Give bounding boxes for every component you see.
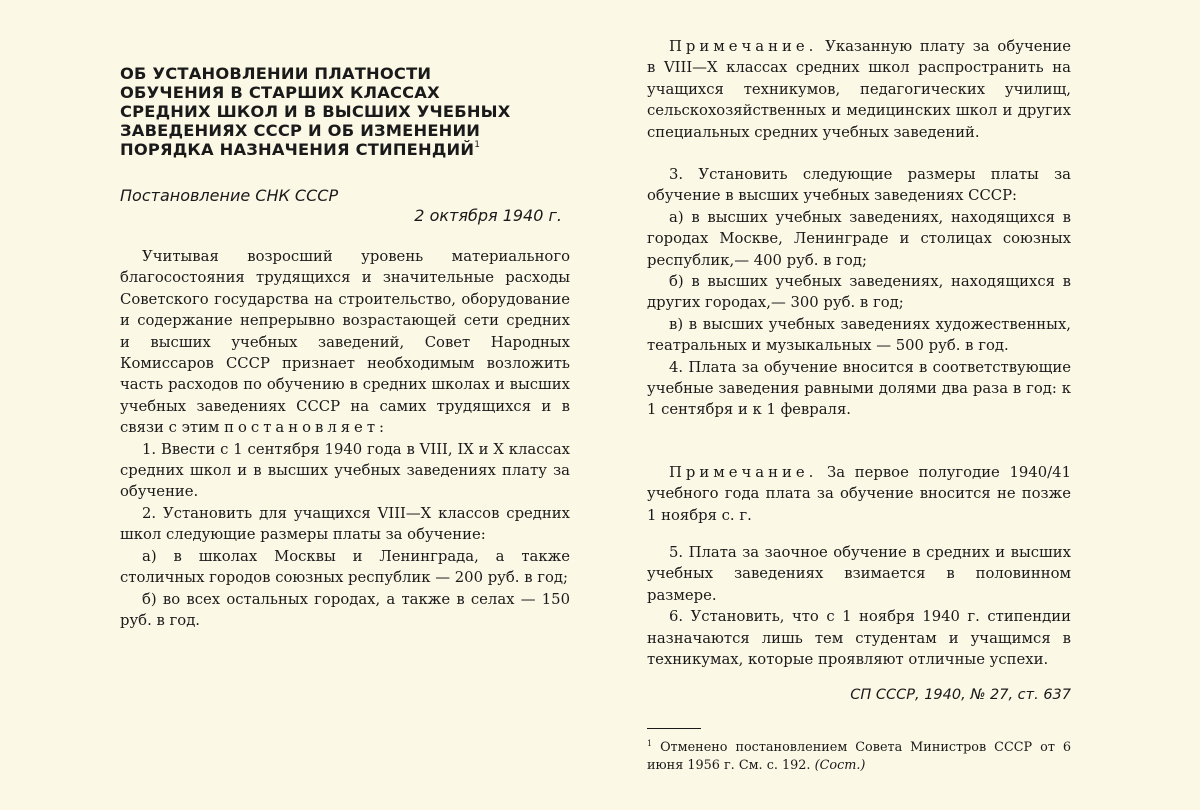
item-2: 2. Установить для учащихся VIII—X классов средних школ следующие размеры платы за обучение: — [120, 504, 570, 544]
title-line-4: ЗАВЕДЕНИЯХ СССР И ОБ ИЗМЕНЕНИИ — [120, 121, 481, 140]
item-2a: а) в школах Москвы и Ленинграда, а также столичных городов союзных республик — 200 руб. в год; — [120, 547, 570, 587]
footnote-divider — [647, 728, 701, 729]
item-1: 1. Ввести с 1 сентября 1940 года в VIII, IX и X классах средних школ и в высших учебных заведениях плату за обучение. — [120, 440, 570, 501]
note-1-text: Указанную плату за обучение в VIII—X классах средних школ распространить на учащихся техникумов, педагогических училищ, сельскохозяйственных и медицинских школ и других специальных средних учебных заведений. — [647, 38, 1071, 141]
footnote-compiler: (Сост.) — [814, 758, 866, 773]
source-citation: СП СССР, 1940, № 27, ст. 637 — [850, 687, 1071, 703]
footnote-text: Отменено постановлением Совета Министров СССР от 6 июня 1956 г. См. с. 192. — [647, 740, 1071, 773]
right-body-1 — [647, 164, 1071, 421]
preamble-text: Учитывая возросший уровень материального благосостояния трудящихся и значительные расходы Советского государства на строительство, оборудование и содержание непрерывно возрастающей сети средних и высших учебных заведений, Совет Народных Комиссаров СССР признает необходимым возложить часть расходов по обучению в средних школах и высших учебных заведениях СССР на самих трудящихся и в связи с этим — [120, 248, 570, 437]
item-3: 3. Установить следующие размеры платы за обучение в высших учебных заведениях СССР: — [647, 166, 1071, 205]
title-footnote-mark: 1 — [474, 140, 481, 150]
item-3b: б) в высших учебных заведениях, находящихся в других городах,— 300 руб. в год; — [647, 273, 1071, 312]
title-line-5: ПОРЯДКА НАЗНАЧЕНИЯ СТИПЕНДИЙ — [120, 140, 475, 159]
document-title — [120, 64, 580, 159]
decree-issuer: Постановление СНК СССР — [120, 186, 339, 205]
title-line-1: ОБ УСТАНОВЛЕНИИ ПЛАТНОСТИ — [120, 64, 432, 83]
item-3c: в) в высших учебных заведениях художественных, театральных и музыкальных — 500 руб. в год. — [647, 315, 1071, 355]
left-body — [120, 246, 570, 631]
note-1 — [647, 36, 1071, 143]
note-2-label: Примечание. — [669, 464, 818, 481]
item-5: 5. Плата за заочное обучение в средних и высших учебных заведениях взимается в половинном размере. — [647, 544, 1071, 604]
decree-date: 2 октября 1940 г. — [414, 206, 562, 225]
title-line-2: ОБУЧЕНИЯ В СТАРШИХ КЛАССАХ — [120, 83, 440, 102]
right-body-2 — [647, 542, 1071, 670]
item-4: 4. Плата за обучение вносится в соответствующие учебные заведения равными долями два раза в год: к 1 сентября и к 1 февраля. — [647, 358, 1071, 419]
note-2-text: За первое полугодие 1940/41 учебного года плата за обучение вносится не позже 1 ноября с. г. — [647, 464, 1071, 524]
title-line-3: СРЕДНИХ ШКОЛ И В ВЫСШИХ УЧЕБНЫХ — [120, 102, 511, 121]
item-2b: б) во всех остальных городах, а также в селах — 150 руб. в год. — [120, 590, 570, 629]
footnote — [647, 739, 1071, 775]
item-3a: а) в высших учебных заведениях, находящихся в городах Москве, Ленинграде и столицах союзных республик,— 400 руб. в год; — [647, 208, 1071, 269]
note-2 — [647, 462, 1071, 526]
item-6: 6. Установить, что с 1 ноября 1940 г. стипендии назначаются лишь тем студентам и учащимся в техникумах, которые проявляют отличные успехи. — [647, 608, 1071, 669]
footnote-mark: 1 — [647, 739, 653, 748]
note-1-label: Примечание. — [669, 38, 818, 55]
preamble — [120, 246, 570, 439]
preamble-resolves: постановляет: — [224, 419, 388, 437]
